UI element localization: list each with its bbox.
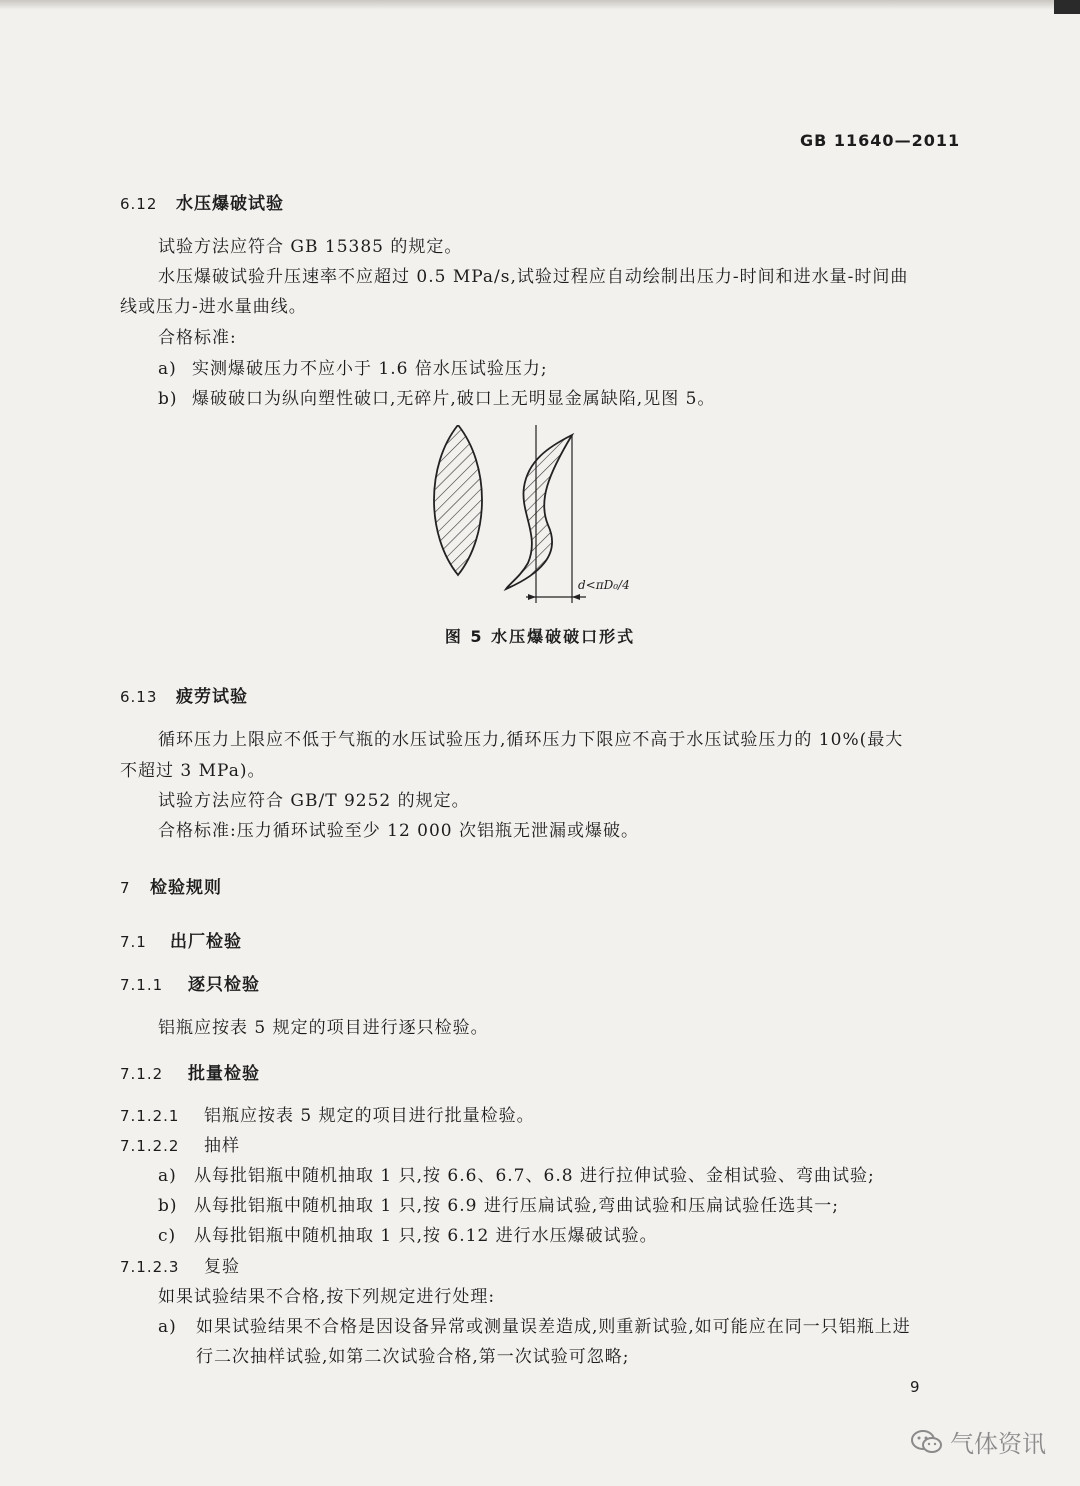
item-b-marker: b) — [158, 389, 178, 409]
item-a-marker: a) — [158, 359, 177, 379]
sampling-item-a-marker: a) — [158, 1166, 177, 1186]
section-7-1-number: 7.1 — [120, 933, 147, 951]
paragraph-6-12-method: 试验方法应符合 GB 15385 的规定。 — [158, 237, 463, 257]
section-7-1-2-3-title: 复验 — [204, 1257, 240, 1277]
s-shaped-fracture-shape — [506, 435, 572, 589]
paragraph-6-13-cycle-line1: 循环压力上限应不低于气瓶的水压试验压力,循环压力下限应不高于水压试验压力的 10%(最大 — [158, 730, 904, 750]
dimension-arrow-left — [528, 594, 536, 600]
sampling-item-c-marker: c) — [158, 1226, 177, 1246]
section-7-1-1-title: 逐只检验 — [188, 975, 260, 995]
criteria-label-6-12: 合格标准: — [158, 328, 237, 348]
dimension-label: d<πD₀/4 — [578, 578, 630, 592]
retest-item-a-line2: 行二次抽样试验,如第二次试验合格,第一次试验可忽略; — [196, 1347, 630, 1367]
section-7-number: 7 — [120, 879, 131, 897]
paragraph-7-1-2-1: 铝瓶应按表 5 规定的项目进行批量检验。 — [204, 1106, 535, 1126]
paragraph-6-13-cycle-line2: 不超过 3 MPa)。 — [120, 761, 266, 781]
watermark-text: 气体资讯 — [950, 1430, 1046, 1458]
item-b-text: 爆破破口为纵向塑性破口,无碎片,破口上无明显金属缺陷,见图 5。 — [192, 389, 716, 409]
sampling-item-b-marker: b) — [158, 1196, 178, 1216]
paragraph-7-1-2-3: 如果试验结果不合格,按下列规定进行处理: — [158, 1287, 496, 1307]
wechat-icon — [910, 1428, 944, 1456]
standard-number: GB 11640—2011 — [800, 131, 961, 150]
sampling-item-a-text: 从每批铝瓶中随机抽取 1 只,按 6.6、6.7、6.8 进行拉伸试验、金相试验、弯曲试验; — [194, 1166, 875, 1186]
item-a-text: 实测爆破压力不应小于 1.6 倍水压试验压力; — [192, 359, 548, 379]
page-number: 9 — [910, 1378, 921, 1396]
retest-item-a-line1: 如果试验结果不合格是因设备异常或测量误差造成,则重新试验,如可能应在同一只铝瓶上进 — [196, 1317, 911, 1337]
sampling-item-c-text: 从每批铝瓶中随机抽取 1 只,按 6.12 进行水压爆破试验。 — [194, 1226, 658, 1246]
paragraph-6-13-criteria: 合格标准:压力循环试验至少 12 000 次铝瓶无泄漏或爆破。 — [158, 821, 640, 841]
section-6-12-number: 6.12 — [120, 195, 158, 213]
paragraph-6-13-method: 试验方法应符合 GB/T 9252 的规定。 — [158, 791, 470, 811]
scan-corner-mark — [1054, 0, 1080, 14]
section-6-12-title: 水压爆破试验 — [176, 194, 284, 214]
section-7-1-2-2-number: 7.1.2.2 — [120, 1137, 180, 1155]
section-7-1-2-number: 7.1.2 — [120, 1065, 164, 1083]
section-6-13-number: 6.13 — [120, 688, 158, 706]
section-7-1-title: 出厂检验 — [170, 932, 242, 952]
paragraph-7-1-1: 铝瓶应按表 5 规定的项目进行逐只检验。 — [158, 1018, 489, 1038]
section-7-1-2-title: 批量检验 — [188, 1064, 260, 1084]
paragraph-6-12-rate-line1: 水压爆破试验升压速率不应超过 0.5 MPa/s,试验过程应自动绘制出压力-时间和进水量-时间曲 — [158, 267, 909, 287]
section-7-title: 检验规则 — [150, 878, 222, 898]
section-7-1-2-3-number: 7.1.2.3 — [120, 1258, 180, 1276]
scan-top-edge — [0, 0, 1080, 10]
retest-item-a-marker: a) — [158, 1317, 177, 1337]
dimension-arrow-right — [572, 594, 580, 600]
longitudinal-fracture-shape — [434, 425, 482, 575]
sampling-item-b-text: 从每批铝瓶中随机抽取 1 只,按 6.9 进行压扁试验,弯曲试验和压扁试验任选其一; — [194, 1196, 840, 1216]
section-7-1-2-2-title: 抽样 — [204, 1136, 240, 1156]
section-6-13-title: 疲劳试验 — [176, 687, 248, 707]
section-7-1-2-1-number: 7.1.2.1 — [120, 1107, 180, 1125]
burst-fracture-figure — [420, 425, 670, 615]
section-7-1-1-number: 7.1.1 — [120, 976, 164, 994]
paragraph-6-12-rate-line2: 线或压力-进水量曲线。 — [120, 297, 307, 317]
watermark — [910, 1424, 1046, 1459]
figure-5-caption: 图 5 水压爆破破口形式 — [444, 627, 636, 646]
